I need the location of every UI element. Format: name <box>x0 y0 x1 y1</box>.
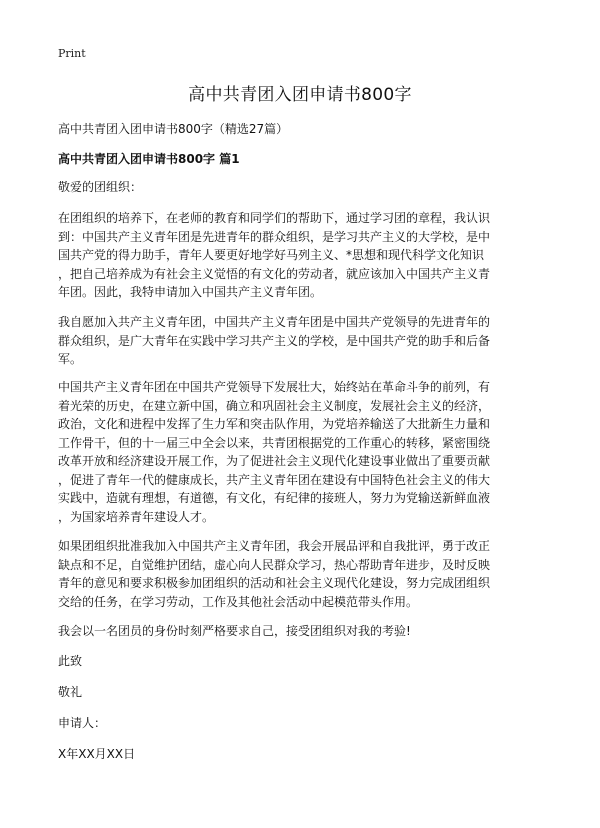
paragraph-line: 军。 <box>58 352 83 366</box>
paragraph-line: 政治，文化和进程中发挥了生力军和突击队作用，为党培养输送了大批新生力量和 <box>58 417 491 431</box>
date-line: X年XX月XX日 <box>58 747 136 761</box>
section-heading: 高中共青团入团申请书800字 篇1 <box>58 152 240 166</box>
paragraph-line: 到：中国共产主义青年团是先进青年的群众组织，是学习共产主义的大学校，是中 <box>58 229 491 244</box>
applicant-label: 申请人： <box>58 716 107 730</box>
paragraph-line: 我会以一名团员的身份时刻严格要求自己，接受团组织对我的考验! <box>58 624 411 638</box>
paragraph-line: 工作骨干，但的十一届三中全会以来，共青团根据党的工作重心的转移，紧密围绕 <box>58 435 491 450</box>
paragraph-line: ，把自己培养成为有社会主义觉悟的有文化的劳动者，就应该加入中国共产主义青 <box>58 266 491 281</box>
paragraph-line: 改革开放和经济建设开展工作，为了促进社会主义现代化建设事业做出了重要贡献 <box>58 454 491 468</box>
paragraph-line: 年团。因此，我特申请加入中国共产主义青年团。 <box>58 285 323 299</box>
paragraph-2 <box>58 313 558 369</box>
document-title: 高中共青团入团申请书800字 <box>188 85 412 105</box>
paragraph-1 <box>58 209 558 302</box>
closing-cizhi: 此致 <box>58 654 83 668</box>
paragraph-line: 我自愿加入共产主义青年团，中国共产主义青年团是中国共产党领导的先进青年的 <box>58 315 491 329</box>
paragraph-line: 缺点和不足，自觉维护团结，虚心向人民群众学习，热心帮助青年进步，及时反映 <box>58 557 491 572</box>
paragraph-line: 着光荣的历史，在建立新中国，确立和巩固社会主义制度，发展社会主义的经济， <box>58 398 491 413</box>
paragraph-line: 交给的任务，在学习劳动，工作及其他社会活动中起模范带头作用。 <box>58 594 419 609</box>
closing-jingli: 敬礼 <box>58 685 83 699</box>
paragraph-line: 中国共产主义青年团在中国共产党领导下发展壮大，始终站在革命斗争的前列，有 <box>58 380 491 394</box>
document-subtitle: 高中共青团入团申请书800字（精选27篇） <box>58 122 289 136</box>
paragraph-line: ，为国家培养青年建设人才。 <box>58 509 215 524</box>
print-label[interactable]: Print <box>58 47 86 60</box>
paragraph-4 <box>58 537 558 611</box>
paragraph-line: 实践中，造就有理想，有道德，有文化，有纪律的接班人，努力为党输送新鲜血液 <box>58 491 491 505</box>
paragraph-line: 如果团组织批准我加入中国共产主义青年团，我会开展品评和自我批评，勇于改正 <box>58 539 491 553</box>
paragraph-3 <box>58 378 558 526</box>
paragraph-line: 青年的意见和要求积极参加团组织的活动和社会主义现代化建设，努力完成团组织 <box>58 576 491 590</box>
paragraph-line: 国共产党的得力助手，青年人要更好地学好马列主义、*思想和现代科学文化知识 <box>58 248 485 262</box>
greeting: 敬爱的团组织： <box>58 180 143 194</box>
paragraph-5 <box>58 622 558 641</box>
paragraph-line: ，促进了青年一代的健康成长，共产主义青年团在建设有中国特色社会主义的伟大 <box>58 472 491 487</box>
paragraph-line: 群众组织，是广大青年在实践中学习共产主义的学校，是中国共产党的助手和后备 <box>58 333 491 348</box>
paragraph-line: 在团组织的培养下，在老师的教育和同学们的帮助下，通过学习团的章程，我认识 <box>58 211 491 225</box>
